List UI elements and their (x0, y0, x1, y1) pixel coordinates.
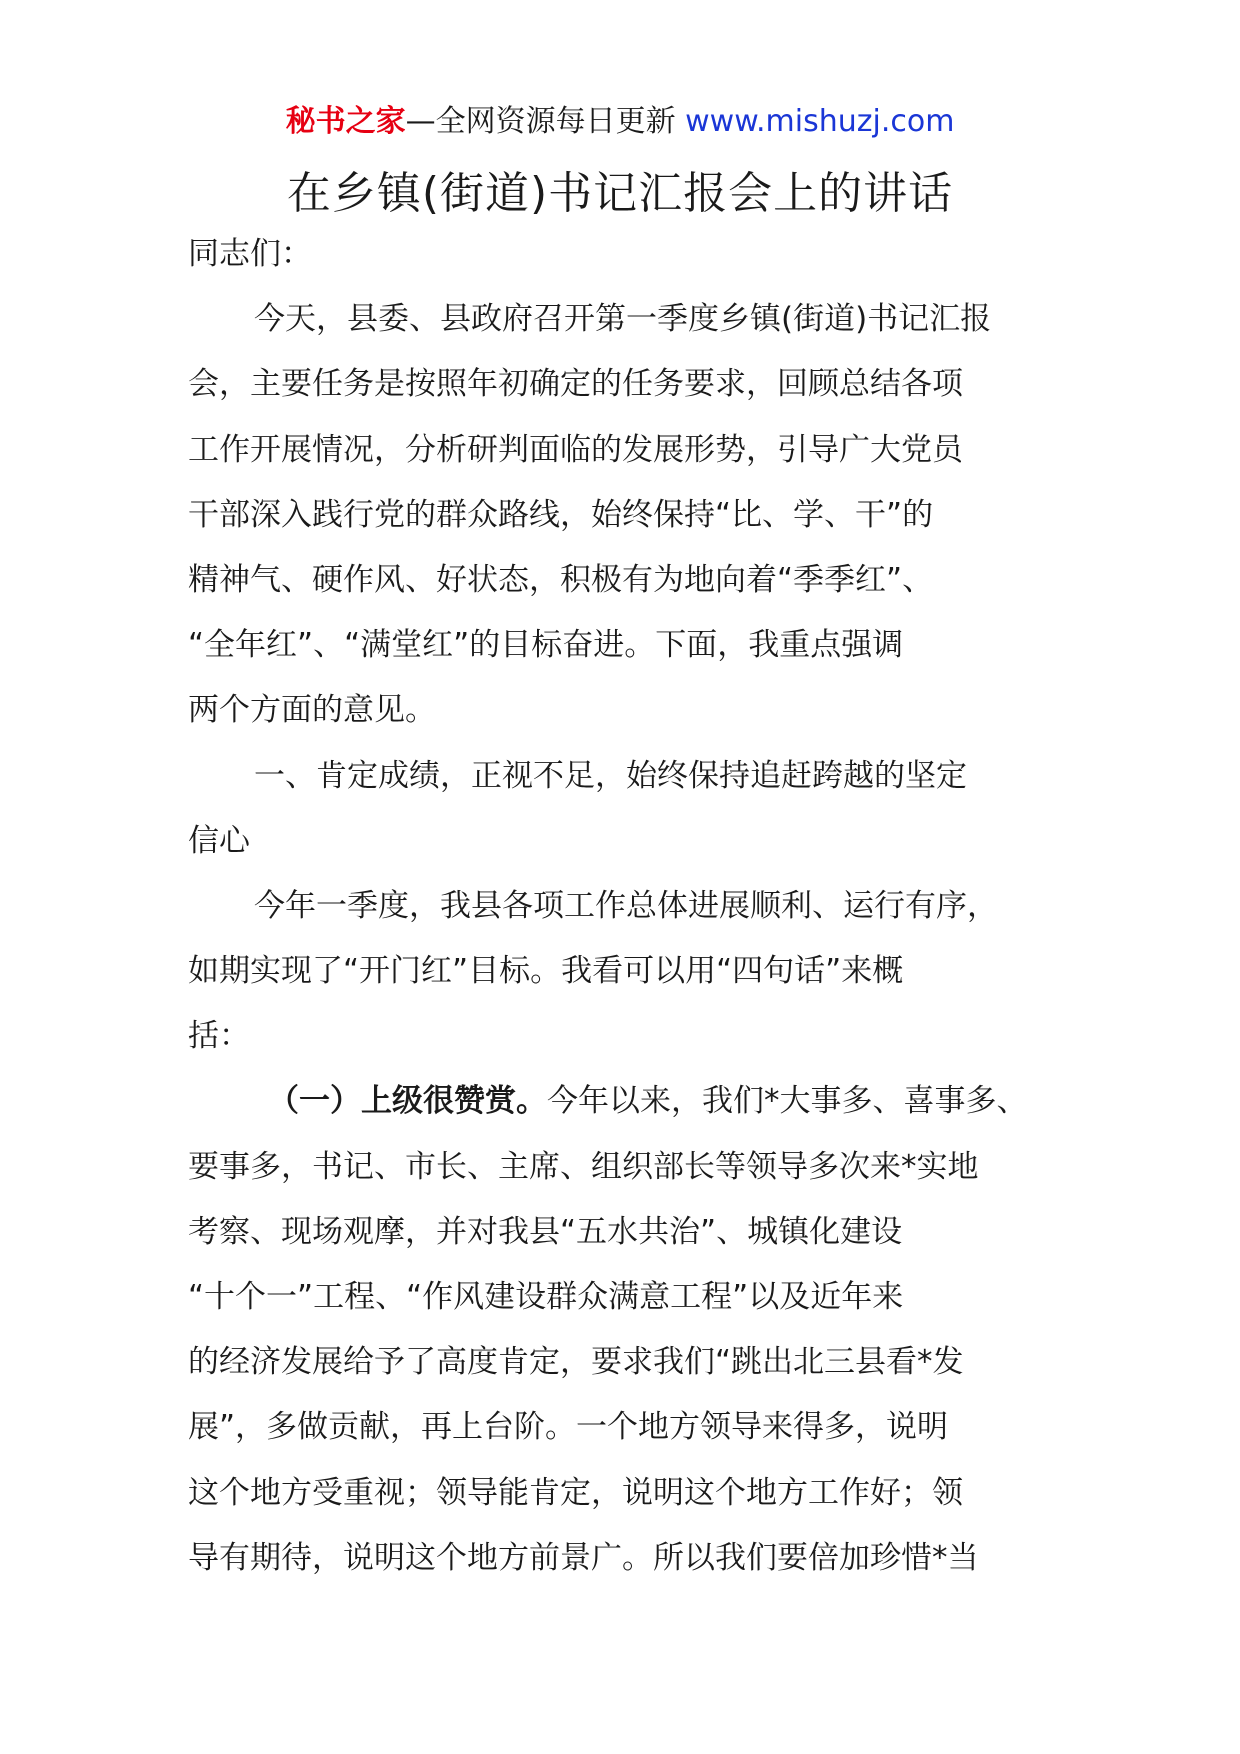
paragraph-line: 精神气、硬作风、好状态，积极有为地向着“季季红”、 (188, 561, 934, 598)
paragraph-line: 这个地方受重视；领导能肯定，说明这个地方工作好；领 (188, 1474, 963, 1511)
paragraph-line: 导有期待，说明这个地方前景广。所以我们要倍加珍惜*当 (188, 1539, 979, 1576)
site-brand: 秘书之家 (285, 104, 406, 139)
section-heading-continued: 信心 (188, 822, 250, 859)
paragraph-line: 两个方面的意见。 (188, 692, 436, 729)
subsection-line (188, 1069, 1058, 1134)
site-slogan: —全网资源每日更新 (405, 104, 686, 139)
paragraph-text: 今年以来，我们*大事多、喜事多、 (547, 1083, 1028, 1120)
document-title: 在乡镇(街道)书记汇报会上的讲话 (286, 168, 954, 219)
section-heading: 一、肯定成绩，正视不足，始终保持追赶跨越的坚定 (254, 757, 967, 794)
paragraph-line: “全年红”、“满堂红”的目标奋进。下面，我重点强调 (188, 627, 904, 664)
paragraph-line: 括： (188, 1018, 250, 1055)
document-body (188, 222, 1058, 1591)
paragraph-line: 的经济发展给予了高度肯定，要求我们“跳出北三县看*发 (188, 1344, 964, 1381)
paragraph-line: 工作开展情况，分析研判面临的发展形势，引导广大党员 (188, 431, 963, 468)
paragraph-line: 今年一季度，我县各项工作总体进展顺利、运行有序， (254, 887, 998, 924)
salutation: 同志们： (188, 236, 312, 272)
paragraph-line: “十个一”工程、“作风建设群众满意工程”以及近年来 (188, 1279, 904, 1315)
paragraph-line: 要事多，书记、市长、主席、组织部长等领导多次来*实地 (188, 1148, 979, 1185)
paragraph-line: 考察、现场观摩，并对我县“五水共治”、城镇化建设 (188, 1213, 903, 1250)
subsection-heading: （一）上级很赞赏。 (268, 1083, 547, 1120)
paragraph-line: 会，主要任务是按照年初确定的任务要求，回顾总结各项 (188, 366, 963, 403)
paragraph-line: 展”，多做贡献，再上台阶。一个地方领导来得多，说明 (188, 1409, 949, 1446)
paragraph-line: 今天，县委、县政府召开第一季度乡镇(街道)书记汇报 (254, 301, 992, 338)
site-header (0, 100, 1240, 144)
paragraph-line: 干部深入践行党的群众路线，始终保持“比、学、干”的 (188, 496, 934, 533)
site-url-link[interactable]: www.mishuzj.com (685, 104, 955, 139)
paragraph-line: 如期实现了“开门红”目标。我看可以用“四句话”来概 (188, 953, 904, 990)
